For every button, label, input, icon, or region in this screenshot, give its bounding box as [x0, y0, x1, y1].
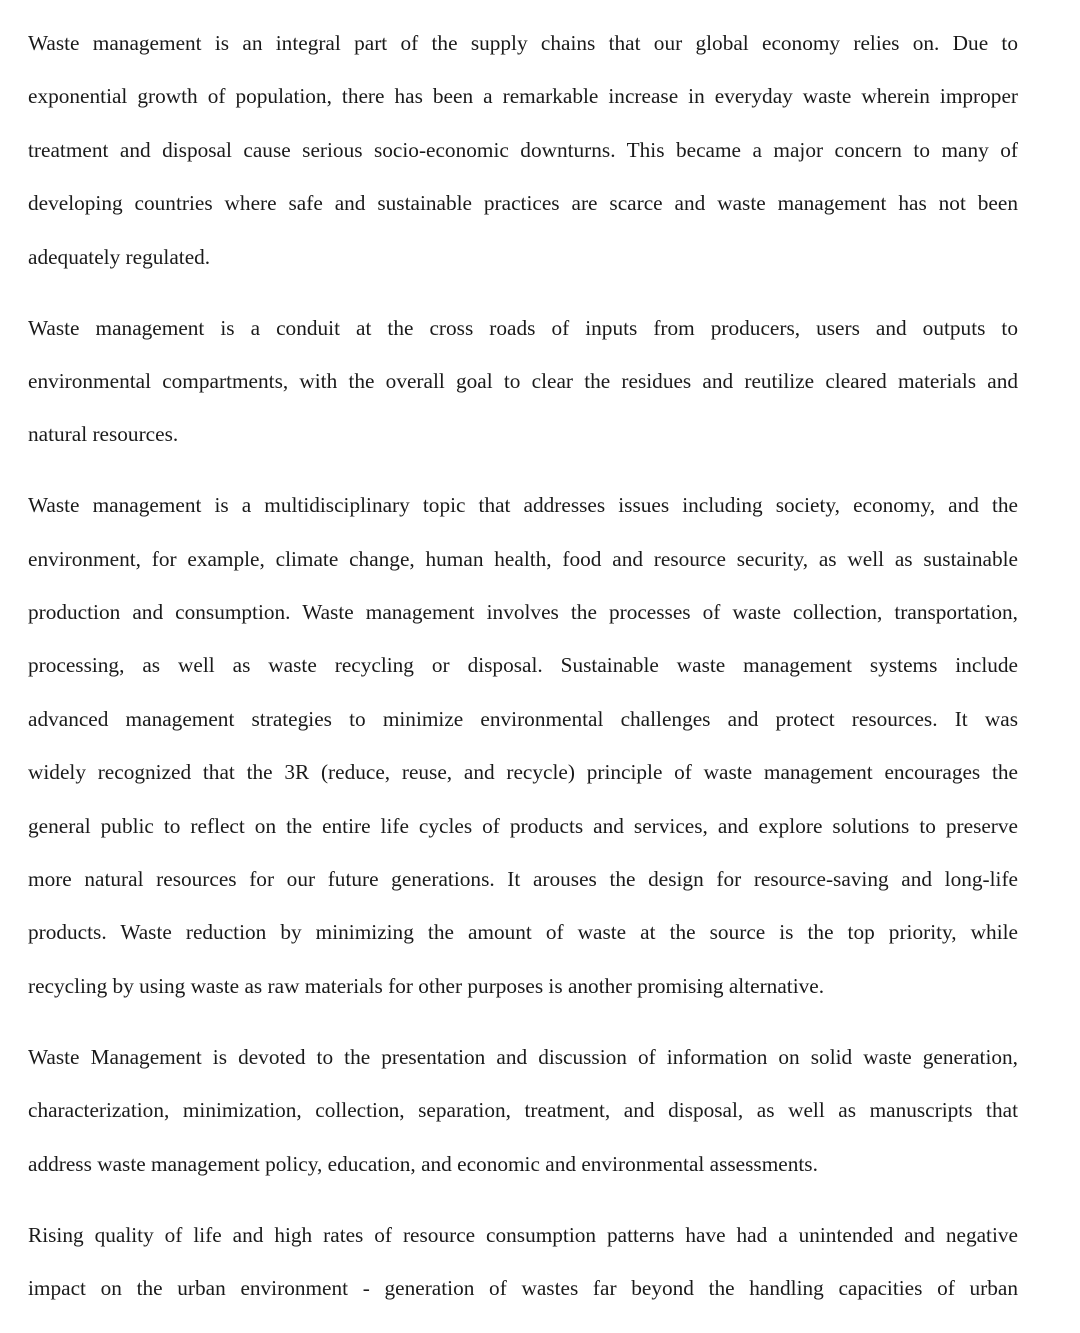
text-line: adequately regulated.: [28, 244, 211, 269]
paragraph: [28, 17, 1018, 284]
text-line: advanced management strategies to minimize environmental challenges and protect resources. It was: [28, 706, 1018, 731]
text-line: general public to reflect on the entire life cycles of products and services, and explore solutions to preserve: [28, 813, 1018, 838]
text-line: natural resources.: [28, 422, 179, 447]
text-line: environmental compartments, with the overall goal to clear the residues and reutilize cleared materials and: [28, 368, 1018, 393]
paragraph: [28, 479, 1018, 1013]
text-line: widely recognized that the 3R (reduce, reuse, and recycle) principle of waste management encourages the: [28, 760, 1018, 785]
text-line: Waste management is an integral part of the supply chains that our global economy relies on. Due to: [28, 31, 1018, 55]
text-line: exponential growth of population, there has been a remarkable increase in everyday waste wherein improper: [28, 84, 1018, 109]
text-line: address waste management policy, education, and economic and environmental assessments.: [28, 1151, 818, 1176]
text-line: recycling by using waste as raw materials for other purposes is another promising alternative.: [28, 973, 825, 998]
paragraph: [28, 302, 1018, 462]
text-line: environment, for example, climate change, human health, food and resource security, as well as sustainable: [28, 546, 1018, 571]
paragraph: [28, 1031, 1018, 1191]
text-line: Waste Management is devoted to the presentation and discussion of information on solid waste generation,: [28, 1044, 1018, 1069]
text-line: production and consumption. Waste management involves the processes of waste collection, transportation,: [28, 600, 1018, 625]
text-line: more natural resources for our future generations. It arouses the design for resource-saving and long-life: [28, 867, 1018, 892]
text-line: products. Waste reduction by minimizing the amount of waste at the source is the top priority, while: [28, 920, 1018, 945]
text-line: developing countries where safe and sustainable practices are scarce and waste management has not been: [28, 191, 1018, 216]
document-page: [28, 17, 1018, 1333]
text-line: treatment and disposal cause serious socio-economic downturns. This became a major concern to many of: [28, 137, 1018, 162]
text-line: processing, as well as waste recycling or disposal. Sustainable waste management systems include: [28, 653, 1018, 678]
text-line: Waste management is a conduit at the cross roads of inputs from producers, users and outputs to: [28, 315, 1018, 340]
text-line: characterization, minimization, collection, separation, treatment, and disposal, as well as manuscripts that: [28, 1098, 1018, 1123]
text-line: Rising quality of life and high rates of resource consumption patterns have had a unintended and negative: [28, 1222, 1018, 1247]
text-line: Waste management is a multidisciplinary topic that addresses issues including society, economy, and the: [28, 493, 1018, 518]
paragraph: [28, 1209, 1018, 1316]
text-line: impact on the urban environment - generation of wastes far beyond the handling capacities of urban: [28, 1275, 1018, 1300]
